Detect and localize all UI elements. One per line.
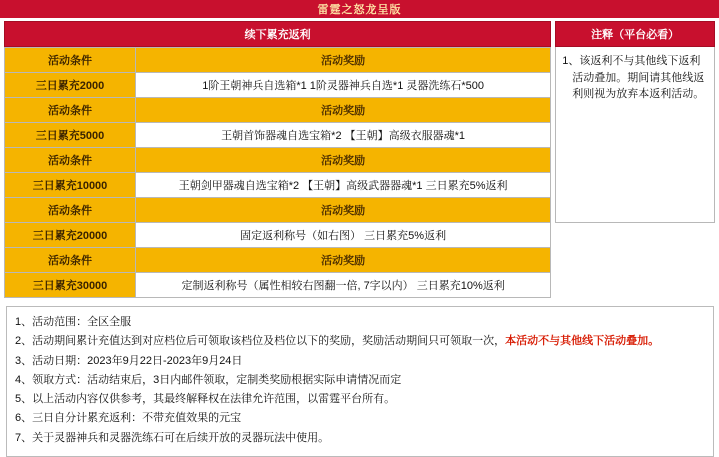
- left-panel-header: 续下累充返利: [4, 21, 551, 47]
- rule-highlight: 本活动不与其他线下活动叠加。: [505, 335, 660, 348]
- rule-item: 7、关于灵器神兵和灵器洗练石可在后续开放的灵器玩法中使用。: [15, 431, 330, 444]
- rule-item: 1、活动范围：全区全服: [15, 316, 132, 328]
- rule-item: 3、活动日期：2023年9月22日-2023年9月24日: [15, 354, 243, 367]
- page-title-bar: [0, 0, 719, 18]
- row-reward: 固定返利称号（如右图） 三日累充5%返利: [136, 223, 551, 248]
- col-header-condition: 活动条件: [5, 148, 136, 173]
- col-header-condition: 活动条件: [5, 98, 136, 123]
- col-header-reward: 活动奖励: [136, 148, 551, 173]
- row-condition: 三日累充10000: [5, 173, 136, 198]
- right-column: [555, 21, 715, 298]
- row-condition: 三日累充20000: [5, 223, 136, 248]
- table-row: [5, 123, 551, 148]
- left-column: [4, 21, 551, 298]
- col-header-reward: 活动奖励: [136, 48, 551, 73]
- row-reward: 定制返利称号（属性相较右图翻一倍, 7字以内） 三日累充10%返利: [136, 273, 551, 298]
- table-header-row: [5, 48, 551, 73]
- table-header-row: [5, 198, 551, 223]
- page-title: 雷霆之怒龙呈版: [317, 4, 402, 16]
- table-row: [5, 73, 551, 98]
- rule-item-scope: [15, 332, 705, 351]
- row-condition: 三日累充2000: [5, 73, 136, 98]
- rule-item: 4、领取方式：活动结束后，3日内邮件领取，定制类奖励根据实际申请情况而定: [15, 373, 402, 386]
- rule-item: 5、以上活动内容仅供参考，其最终解释权在法律允许范围，以雷霆平台所有。: [15, 393, 396, 405]
- row-condition: 三日累充30000: [5, 273, 136, 298]
- col-header-condition: 活动条件: [5, 248, 136, 273]
- reward-table: [4, 47, 551, 298]
- table-row: [5, 173, 551, 198]
- content-area: [0, 18, 719, 298]
- table-header-row: [5, 98, 551, 123]
- col-header-reward: 活动奖励: [136, 198, 551, 223]
- rule-item: 6、三日自分计累充返利：不带充值效果的元宝: [15, 412, 242, 425]
- right-panel-header: 注释（平台必看）: [555, 21, 715, 47]
- table-row: [5, 223, 551, 248]
- rule-item-text: 2、活动期间累计充值达到对应档位后可领取该档位及档位以下的奖励，奖励活动期间只可领取一次，本活动不与其他线下活动叠加。: [15, 335, 660, 348]
- col-header-condition: 活动条件: [5, 198, 136, 223]
- table-header-row: [5, 248, 551, 273]
- row-reward: 王朝剑甲器魂自选宝箱*2 【王朝】高级武器器魂*1 三日累充5%返利: [136, 173, 551, 198]
- row-reward: 1阶王朝神兵自选箱*1 1阶灵器神兵自选*1 灵器洗练石*500: [136, 73, 551, 98]
- note-item: 1、该返利不与其他线下返利活动叠加。期间请其他线返利则视为放弃本返利活动。: [562, 55, 705, 100]
- table-row: [5, 273, 551, 298]
- col-header-condition: 活动条件: [5, 48, 136, 73]
- table-header-row: [5, 148, 551, 173]
- reward-table-body: [5, 48, 551, 298]
- notes-box: [555, 47, 715, 223]
- col-header-reward: 活动奖励: [136, 248, 551, 273]
- row-reward: 王朝首饰器魂自选宝箱*2 【王朝】高级衣服器魂*1: [136, 123, 551, 148]
- row-condition: 三日累充5000: [5, 123, 136, 148]
- rules-box: [6, 306, 714, 457]
- col-header-reward: 活动奖励: [136, 98, 551, 123]
